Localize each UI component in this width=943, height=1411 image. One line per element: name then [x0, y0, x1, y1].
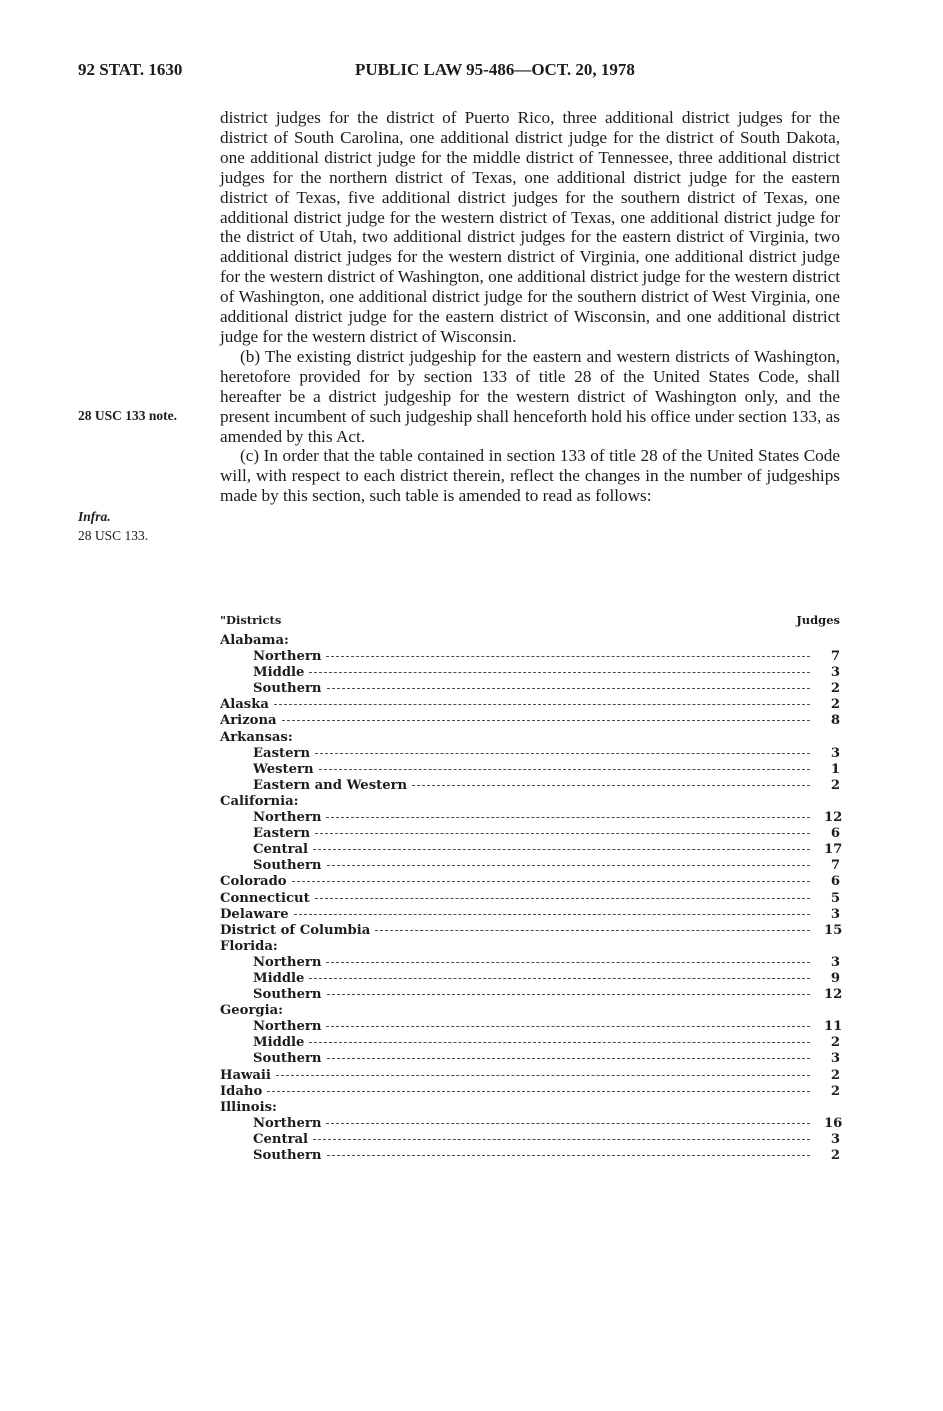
table-row — [220, 874, 840, 890]
dot-leader — [276, 1074, 810, 1076]
dot-leader — [326, 655, 810, 657]
table-row — [220, 826, 840, 842]
law-title: PUBLIC LAW 95-486—OCT. 20, 1978 — [355, 60, 635, 79]
table-row — [220, 1100, 840, 1116]
district-name: Northern — [253, 1115, 322, 1131]
judges-count: 7 — [830, 649, 840, 665]
district-name: Connecticut — [220, 890, 310, 906]
margin-note-28-usc-133-note: 28 USC 133 note. — [78, 408, 178, 423]
table-row — [220, 746, 840, 762]
district-name: Central — [253, 842, 309, 858]
district-name: Middle — [253, 1035, 305, 1051]
table-row — [220, 713, 840, 729]
judges-count: 3 — [830, 665, 840, 681]
judges-count: 12 — [824, 987, 843, 1003]
judges-count: 11 — [824, 1019, 843, 1035]
table-row — [220, 858, 840, 874]
judges-count: 6 — [830, 874, 840, 890]
dot-leader — [412, 784, 810, 786]
table-rows — [220, 633, 843, 1164]
table-row — [220, 810, 843, 826]
table-row — [220, 922, 843, 939]
judges-count: 2 — [830, 1083, 840, 1099]
district-name: Florida: — [220, 938, 278, 954]
district-name: Southern — [253, 1051, 322, 1067]
dot-leader — [326, 1025, 810, 1027]
dot-leader — [315, 897, 810, 899]
judges-count: 2 — [830, 681, 840, 697]
district-name: Central — [253, 1131, 309, 1147]
judges-count: 3 — [830, 954, 840, 970]
table-row — [220, 730, 840, 746]
table-row — [220, 955, 840, 971]
district-name: California: — [220, 793, 299, 809]
district-name: Southern — [253, 681, 322, 697]
judges-count: 9 — [830, 970, 840, 986]
body-text — [220, 108, 840, 506]
judges-count: 1 — [830, 761, 840, 777]
district-name: Northern — [253, 649, 322, 665]
judges-count: 3 — [830, 1051, 840, 1067]
dot-leader — [327, 687, 810, 689]
table-row — [220, 891, 840, 907]
table-row — [220, 1035, 840, 1051]
district-name: Georgia: — [220, 1003, 284, 1019]
table-row — [220, 665, 840, 681]
judges-count: 5 — [830, 890, 840, 906]
district-name: Southern — [253, 987, 322, 1003]
table-row — [220, 1115, 843, 1132]
dot-leader — [326, 816, 810, 818]
district-name: Delaware — [220, 906, 289, 922]
table-row — [220, 939, 840, 955]
district-name: Eastern and Western — [253, 777, 408, 793]
district-name: Northern — [253, 1019, 322, 1035]
judges-count: 2 — [830, 1067, 840, 1083]
table-row — [220, 762, 840, 778]
table-row — [220, 1003, 840, 1019]
district-name: Idaho — [220, 1083, 263, 1099]
district-name: Illinois: — [220, 1099, 277, 1115]
paragraph-b: (b) The existing district judgeship for the eastern and western districts of Washington, heretofore provided for by section 133 of title 28 of the United States Code, shall hereafter be a district judgeship for the western district of Washington only, and the present incumbent of such judgeship shall henceforth hold his office under section 133, as amended by this Act. — [220, 346, 840, 446]
district-name: Eastern — [253, 745, 311, 761]
judges-count: 2 — [830, 777, 840, 793]
dot-leader — [327, 864, 810, 866]
dot-leader — [327, 1057, 810, 1059]
district-name: Colorado — [220, 874, 287, 890]
district-name: Hawaii — [220, 1067, 271, 1083]
judges-count: 2 — [830, 697, 840, 713]
table-row — [220, 987, 843, 1003]
district-name: Arizona — [220, 713, 277, 729]
district-name: Alabama: — [220, 633, 289, 648]
districts-column-header: "Districts — [220, 613, 282, 627]
judges-count: 16 — [824, 1115, 843, 1131]
dot-leader — [267, 1090, 810, 1092]
dot-leader — [313, 848, 810, 850]
table-row — [220, 1051, 840, 1067]
table-row — [220, 778, 840, 794]
paragraph-continued: district judges for the district of Puerto Rico, three additional district judges for the district of South Carolina, one additional district judge for the district of South Dakota, one additional district judge for the middle district of Tennessee, three additional district judges for the northern district of Texas, one additional district judge for the eastern district of Texas, five additional district judges for the southern district of Texas, one additional district judge for the western district of Texas, one additional district judge for the district of Utah, two additional district judges for the eastern district of Virginia, two additional district judges for the western district of Virginia, one additional district judge for the western district of Washington, one additional district judge for the western district of Washington, one additional district judge for the southern district of West Virginia, one additional district judge for the eastern district of Wisconsin, and one additional district judge for the western district of Wisconsin. — [220, 108, 840, 346]
district-name: District of Columbia — [220, 922, 371, 938]
dot-leader — [309, 977, 810, 979]
judges-count: 3 — [830, 745, 840, 761]
dot-leader — [309, 671, 810, 673]
judges-count: 17 — [824, 842, 843, 858]
judges-count: 3 — [830, 906, 840, 922]
dot-leader — [292, 880, 810, 882]
judges-count: 6 — [830, 826, 840, 842]
dot-leader — [327, 1154, 810, 1156]
dot-leader — [315, 752, 810, 754]
district-name: Middle — [253, 665, 305, 681]
district-name: Southern — [253, 1148, 322, 1163]
district-name: Northern — [253, 954, 322, 970]
dot-leader — [319, 768, 810, 770]
margin-note-28-usc-133: 28 USC 133. — [78, 528, 149, 543]
table-row — [220, 1148, 840, 1164]
table-row — [220, 697, 840, 713]
table-row — [220, 971, 840, 987]
table-row — [220, 633, 840, 649]
judges-count: 2 — [830, 1035, 840, 1051]
dot-leader — [294, 913, 810, 915]
district-name: Western — [253, 761, 314, 777]
judges-column-header: Judges — [796, 613, 840, 627]
judges-count: 7 — [830, 858, 840, 874]
dot-leader — [375, 929, 810, 931]
judges-count: 8 — [830, 713, 840, 729]
judges-count: 12 — [824, 810, 843, 826]
dot-leader — [326, 1122, 810, 1124]
stat-citation: 92 STAT. 1630 — [78, 60, 183, 79]
table-row — [220, 1019, 843, 1035]
table-row — [220, 794, 840, 810]
dot-leader — [282, 719, 810, 721]
dot-leader — [327, 993, 810, 995]
table-row — [220, 1084, 840, 1100]
district-name: Arkansas: — [220, 729, 293, 745]
district-name: Eastern — [253, 826, 311, 842]
judges-count: 15 — [824, 922, 843, 938]
page-header — [0, 60, 943, 84]
judges-count: 2 — [830, 1148, 840, 1163]
table-row — [220, 649, 840, 665]
dot-leader — [326, 961, 810, 963]
dot-leader — [313, 1138, 810, 1140]
district-name: Alaska — [220, 697, 269, 713]
dot-leader — [315, 832, 810, 834]
table-row — [220, 1132, 840, 1148]
table-row — [220, 907, 840, 923]
table-row — [220, 681, 840, 697]
margin-note-infra: Infra. — [78, 509, 111, 524]
paragraph-c: (c) In order that the table contained in section 133 of title 28 of the United States Code will, with respect to each district therein, reflect the changes in the number of judgeships made by this section, such table is amended to read as follows: — [220, 446, 840, 506]
table-header — [220, 613, 840, 633]
district-name: Middle — [253, 970, 305, 986]
district-name: Southern — [253, 858, 322, 874]
district-name: Northern — [253, 810, 322, 826]
table-row — [220, 1068, 840, 1084]
dot-leader — [274, 703, 810, 705]
judges-count: 3 — [830, 1131, 840, 1147]
table-row — [220, 842, 843, 858]
judgeship-table — [220, 613, 843, 1164]
dot-leader — [309, 1041, 810, 1043]
